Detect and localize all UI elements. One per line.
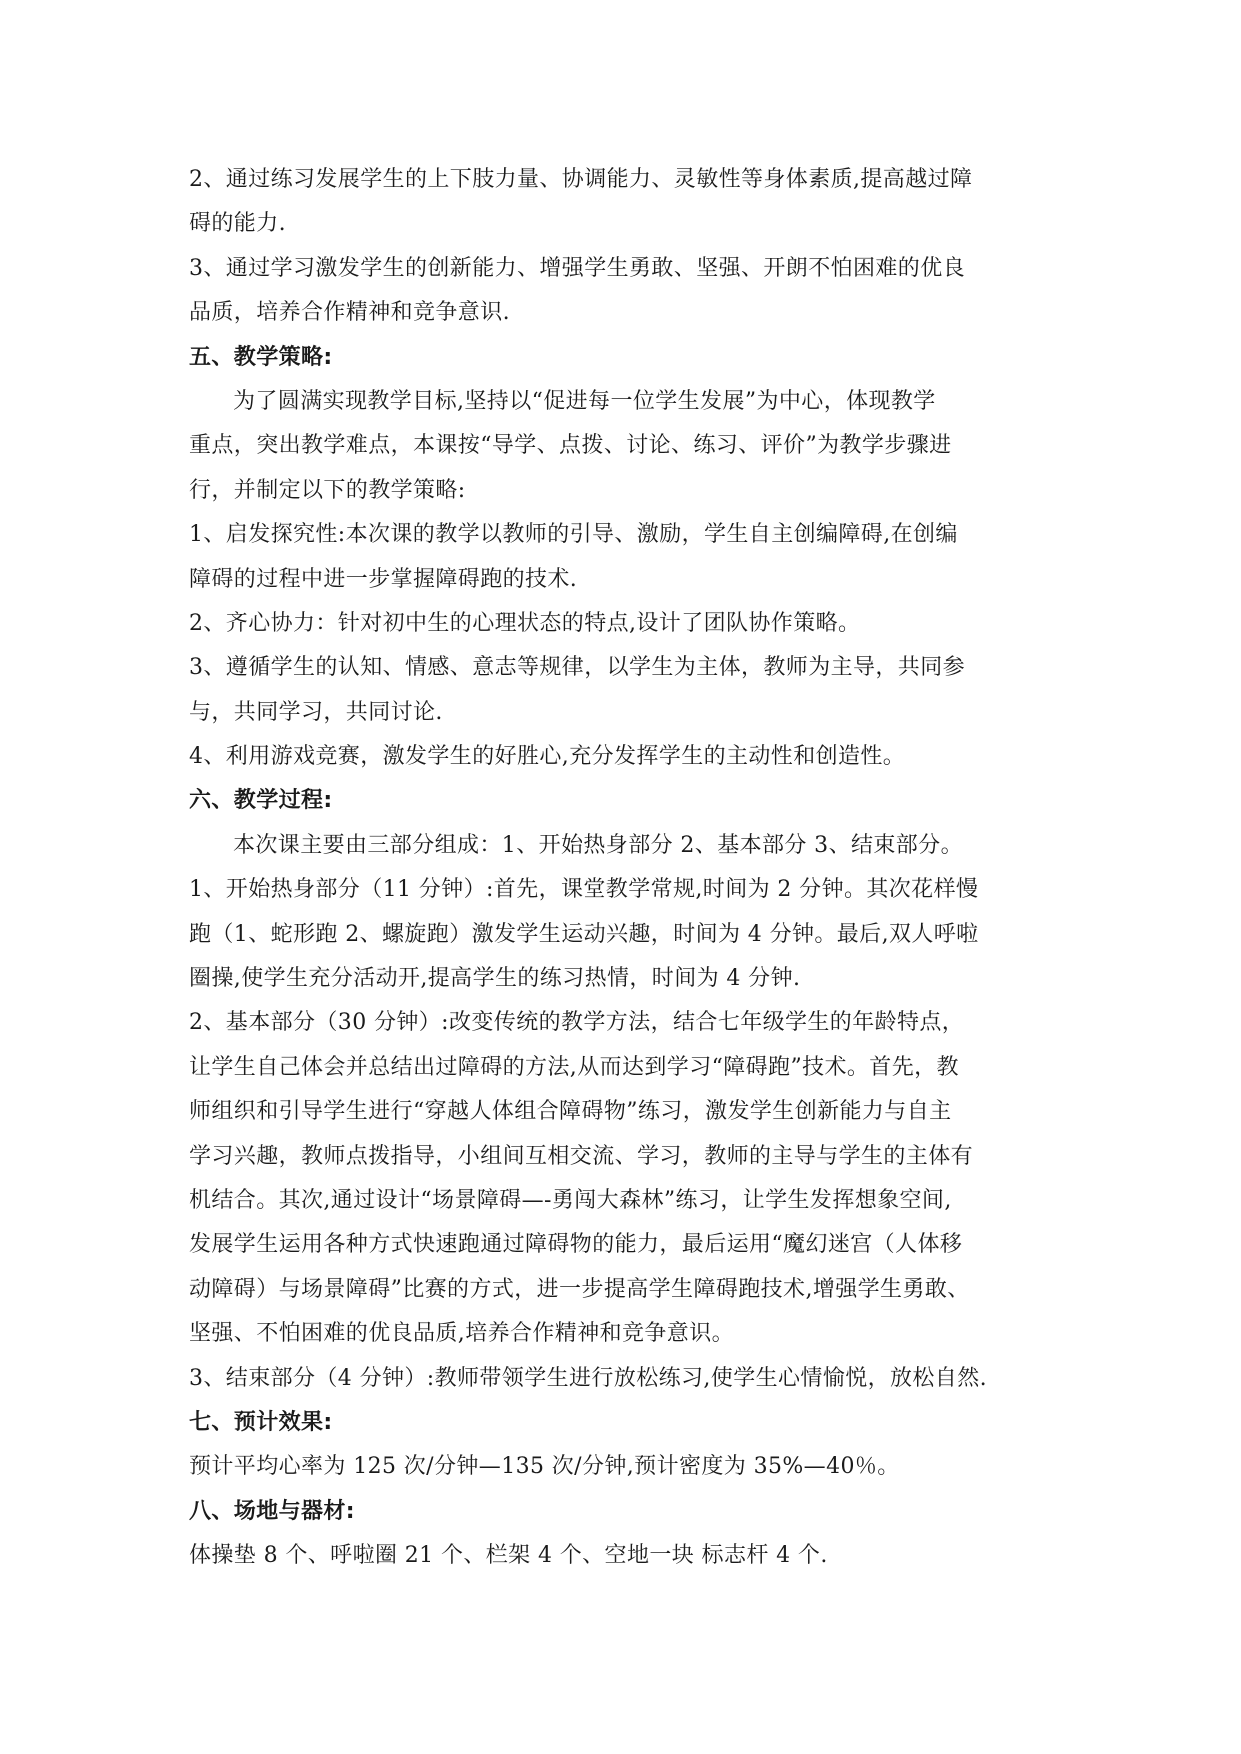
section-heading: 六、教学过程:	[189, 788, 333, 814]
text-line: 重点，突出教学难点，本课按“导学、点拨、讨论、练习、评价”为教学步骤进	[189, 433, 952, 459]
text-line: 学习兴趣，教师点拨指导，小组间互相交流、学习，教师的主导与学生的主体有	[189, 1143, 974, 1169]
text-line: 3、通过学习激发学生的创新能力、增强学生勇敢、坚强、开朗不怕困难的优良	[189, 255, 965, 281]
text-line: 发展学生运用各种方式快速跑通过障碍物的能力，最后运用“魔幻迷宫（人体移	[189, 1232, 963, 1258]
text-line: 让学生自己体会并总结出过障碍的方法,从而达到学习“障碍跑”技术。首先，教	[189, 1054, 959, 1080]
text-line: 跑（1、蛇形跑 2、螺旋跑）激发学生运动兴趣，时间为 4 分钟。最后,双人呼啦	[189, 921, 979, 947]
section-heading: 八、场地与器材:	[189, 1498, 355, 1524]
text-line: 师组织和引导学生进行“穿越人体组合障碍物”练习，激发学生创新能力与自主	[189, 1099, 952, 1125]
text-line: 2、通过练习发展学生的上下肢力量、协调能力、灵敏性等身体素质,提高越过障	[189, 167, 973, 192]
text-line: 1、启发探究性:本次课的教学以教师的引导、激励，学生自主创编障碍,在创编	[189, 522, 958, 548]
section-heading: 七、预计效果:	[189, 1409, 333, 1435]
text-line: 3、遵循学生的认知、情感、意志等规律，以学生为主体，教师为主导，共同参	[189, 655, 965, 681]
text-line: 本次课主要由三部分组成：1、开始热身部分 2、基本部分 3、结束部分。	[233, 832, 963, 858]
text-line: 动障碍）与场景障碍”比赛的方式，进一步提高学生障碍跑技术,增强学生勇敢、	[189, 1276, 970, 1302]
text-line: 为了圆满实现教学目标,坚持以“促进每一位学生发展”为中心，体现教学	[233, 388, 936, 414]
document-body	[189, 158, 1053, 1579]
text-line: 行，并制定以下的教学策略:	[189, 477, 466, 503]
text-line: 预计平均心率为 125 次/分钟—135 次/分钟,预计密度为 35%—40％。	[189, 1454, 900, 1480]
text-line: 体操垫 8 个、呼啦圈 21 个、栏架 4 个、空地一块 标志杆 4 个.	[189, 1543, 828, 1569]
text-line: 与，共同学习，共同讨论.	[189, 699, 443, 725]
section-heading: 五、教学策略:	[189, 344, 333, 370]
text-line: 圈操,使学生充分活动开,提高学生的练习热情，时间为 4 分钟.	[189, 966, 801, 992]
text-line: 2、齐心协力：针对初中生的心理状态的特点,设计了团队协作策略。	[189, 610, 861, 636]
text-line: 碍的能力.	[189, 211, 286, 237]
text-line: 机结合。其次,通过设计“场景障碍—-勇闯大森林”练习，让学生发挥想象空间,	[189, 1187, 952, 1213]
text-line: 1、开始热身部分（11 分钟）:首先，课堂教学常规,时间为 2 分钟。其次花样慢	[189, 877, 979, 903]
text-line: 4、利用游戏竞赛，激发学生的好胜心,充分发挥学生的主动性和创造性。	[189, 744, 906, 770]
text-line: 障碍的过程中进一步掌握障碍跑的技术.	[189, 566, 578, 592]
text-line: 2、基本部分（30 分钟）:改变传统的教学方法，结合七年级学生的年龄特点，	[189, 1010, 965, 1036]
text-line: 品质，培养合作精神和竞争意识.	[189, 300, 510, 326]
text-line: 3、结束部分（4 分钟）:教师带领学生进行放松练习,使学生心情愉悦，放松自然.	[189, 1365, 987, 1391]
text-line: 坚强、不怕困难的优良品质,培养合作精神和竞争意识。	[189, 1321, 734, 1347]
